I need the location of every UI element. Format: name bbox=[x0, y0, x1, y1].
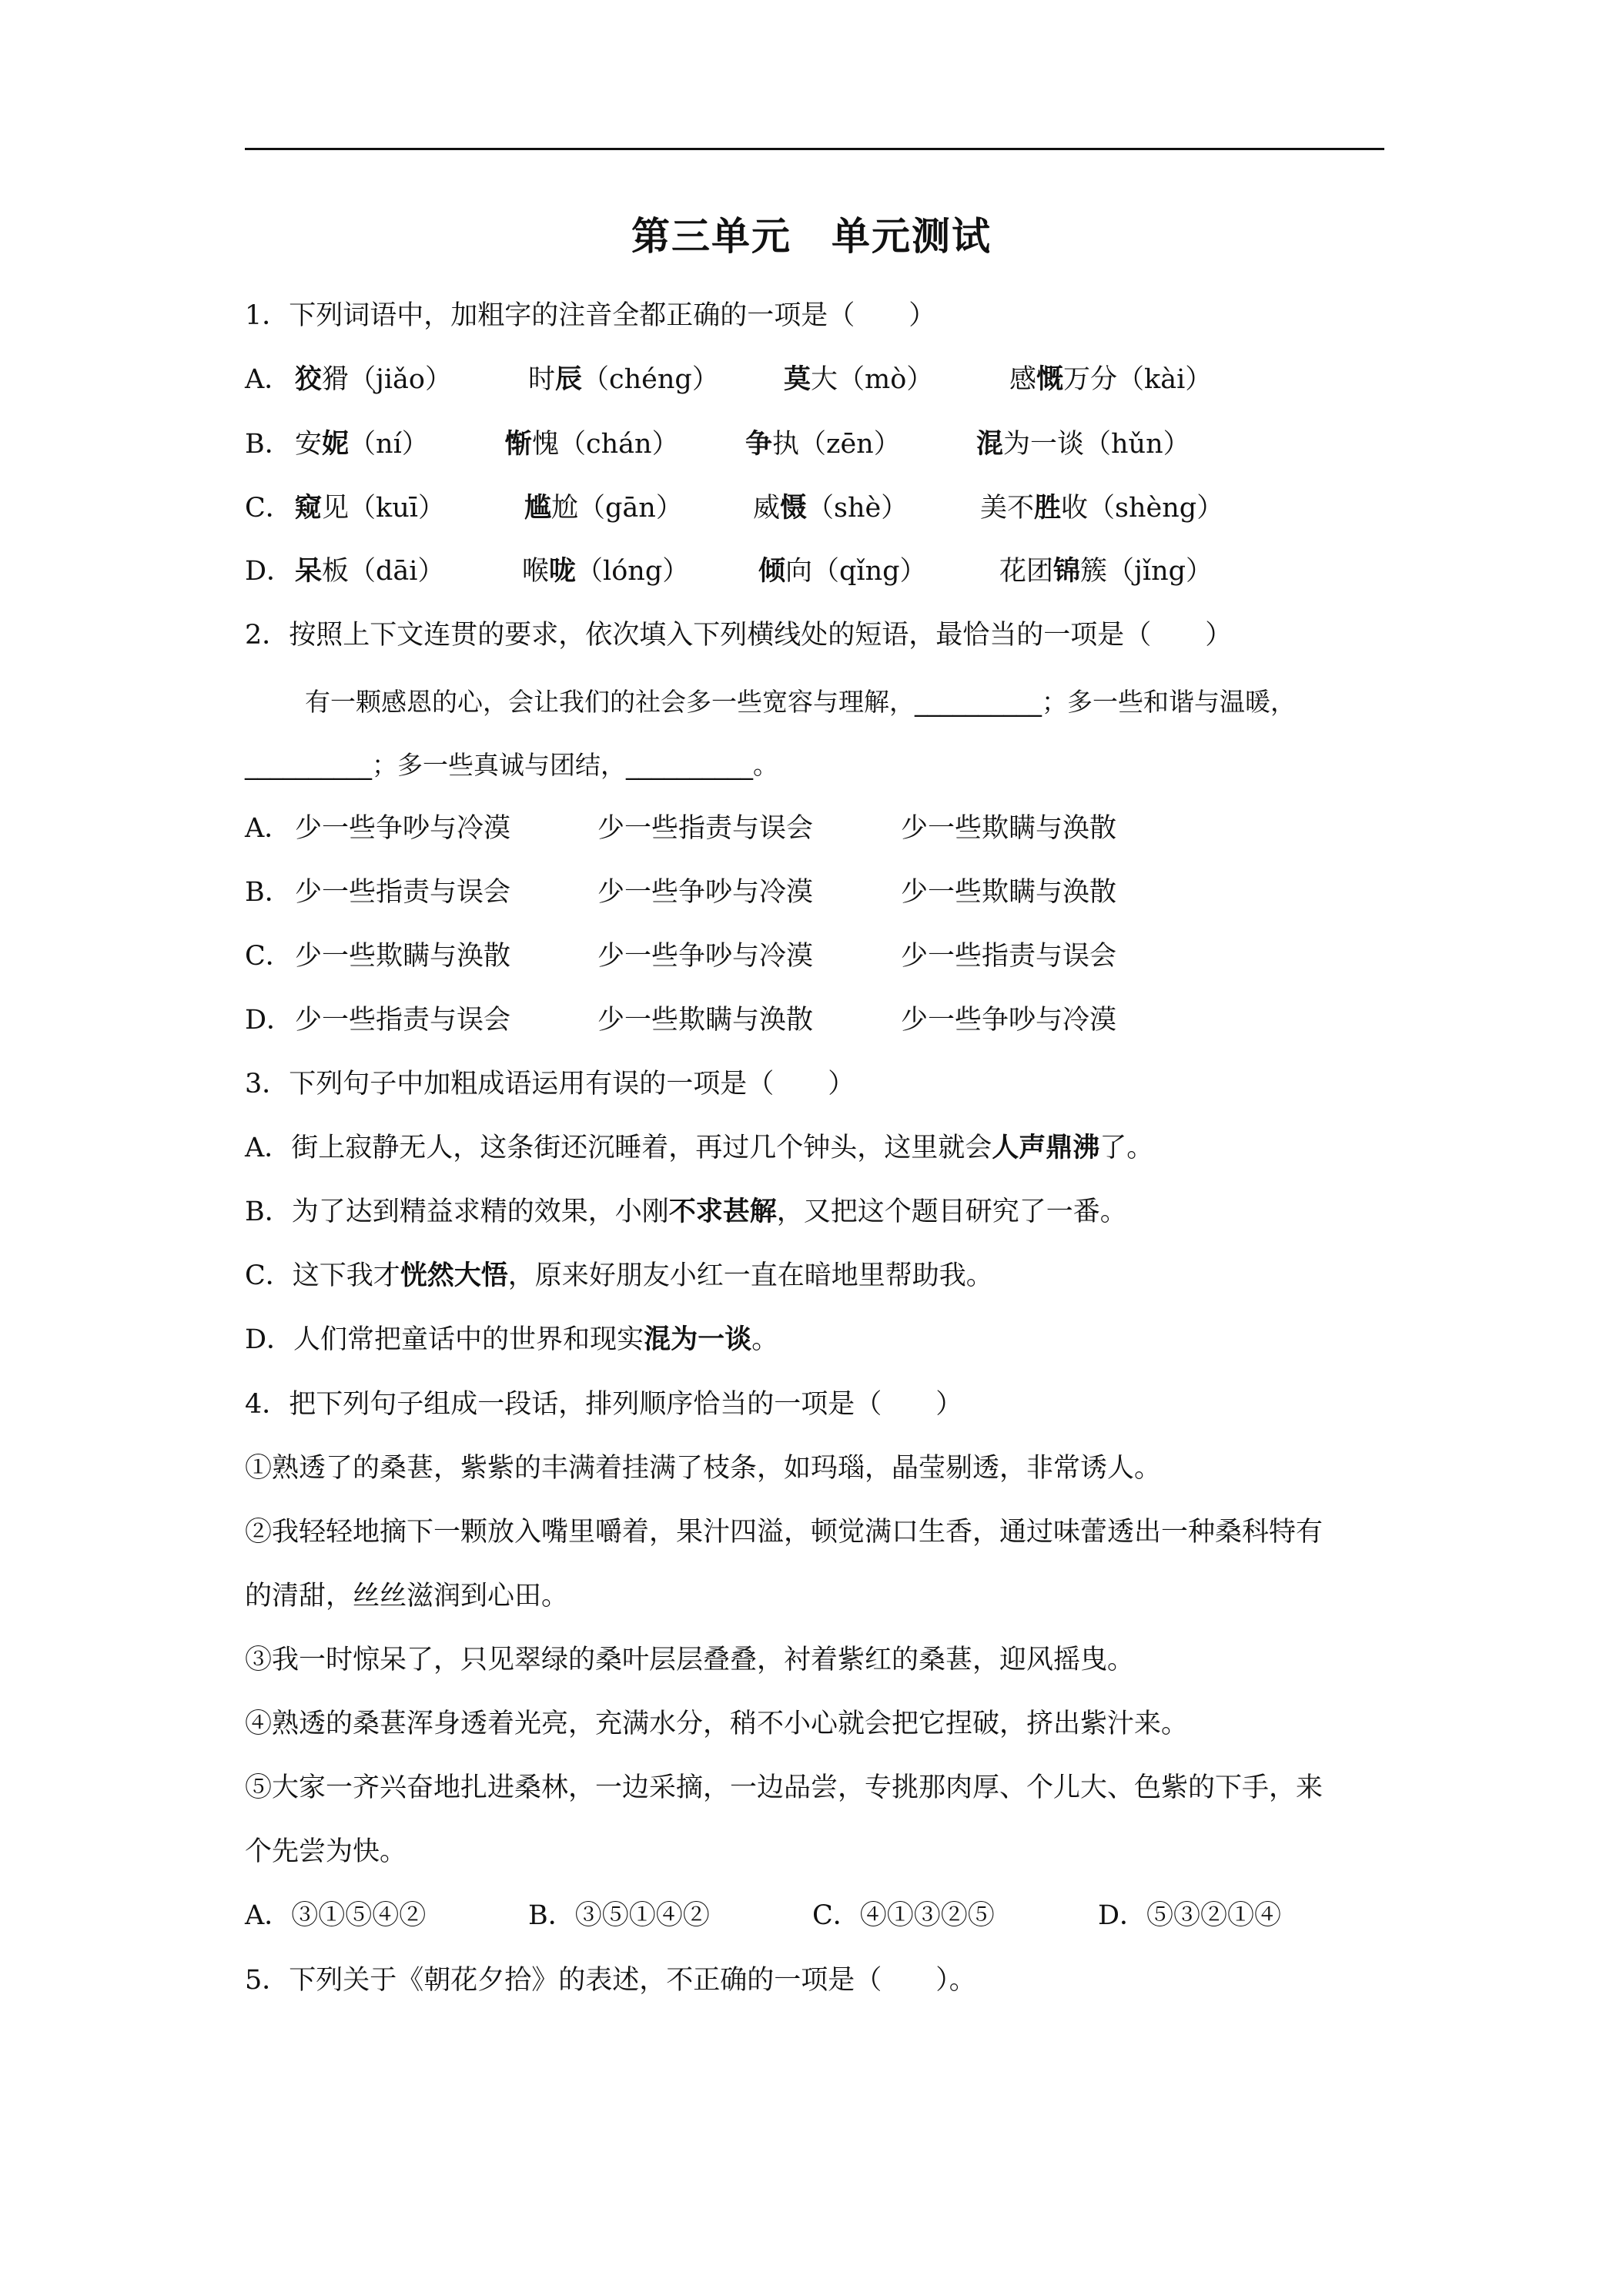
q3-option-a: A．街上寂静无人，这条街还沉睡着，再过几个钟头，这里就会人声鼎沸了。 bbox=[245, 1133, 1154, 1163]
option-letter: B． bbox=[245, 877, 292, 908]
q2-b-item3: 少一些欺瞒与涣散 bbox=[901, 877, 1117, 908]
page-title: 第三单元 单元测试 bbox=[631, 214, 992, 259]
q1-a-item2: 时辰（chéng） bbox=[528, 364, 719, 395]
q2-b-item2: 少一些争吵与冷漠 bbox=[597, 877, 814, 908]
q1-b-item1: 安妮（ní） bbox=[295, 429, 429, 460]
bold-idiom: 恍然大悟 bbox=[400, 1260, 508, 1291]
q1-c-item3: 威慑（shè） bbox=[753, 493, 909, 524]
bold-idiom: 人声鼎沸 bbox=[992, 1133, 1100, 1163]
q3-stem: 3．下列句子中加粗成语运用有误的一项是（ ） bbox=[245, 1069, 855, 1099]
option-letter: D． bbox=[245, 1005, 294, 1036]
q4-sentence-5: ⑤大家一齐兴奋地扎进桑林，一边采摘，一边品尝，专挑那肉厚、个儿大、色紫的下手，来 bbox=[245, 1772, 1323, 1803]
q4-sentence-2-cont: 的清甜，丝丝滋润到心田。 bbox=[245, 1581, 569, 1612]
q1-d-item4: 花团锦簇（jǐng） bbox=[999, 556, 1213, 587]
header-rule bbox=[245, 148, 1384, 150]
option-letter: D． bbox=[245, 556, 294, 587]
q4-sentence-1: ①熟透了的桑葚，紫紫的丰满着挂满了枝条，如玛瑙，晶莹剔透，非常诱人。 bbox=[245, 1453, 1162, 1484]
option-letter: C． bbox=[245, 493, 293, 524]
q4-sentence-4: ④熟透的桑葚浑身透着光亮，充满水分，稍不小心就会把它捏破，挤出紫汁来。 bbox=[245, 1709, 1189, 1739]
q4-answer-d: D．⑤③②①④ bbox=[1098, 1900, 1282, 1931]
q1-d-item1: 呆板（dāi） bbox=[295, 556, 445, 587]
q4-answer-a: A．③①⑤④② bbox=[245, 1900, 427, 1931]
option-letter: C． bbox=[245, 941, 293, 972]
q2-c-item2: 少一些争吵与冷漠 bbox=[597, 941, 814, 972]
bold-idiom: 混为一谈 bbox=[644, 1324, 752, 1355]
q2-passage-line1: 有一颗感恩的心，会让我们的社会多一些宽容与理解，__________；多一些和谐与温暖， bbox=[305, 687, 1296, 717]
q4-stem: 4．把下列句子组成一段话，排列顺序恰当的一项是（ ） bbox=[245, 1389, 963, 1420]
option-letter: A． bbox=[245, 364, 292, 395]
q2-c-item3: 少一些指责与误会 bbox=[901, 941, 1117, 972]
q1-c-item2: 尴尬（gān） bbox=[524, 493, 683, 524]
q3-option-c: C．这下我才恍然大悟，原来好朋友小红一直在暗地里帮助我。 bbox=[245, 1260, 993, 1291]
q2-b-item1: 少一些指责与误会 bbox=[295, 877, 511, 908]
q2-d-item2: 少一些欺瞒与涣散 bbox=[597, 1005, 814, 1036]
q1-b-item4: 混为一谈（hǔn） bbox=[976, 429, 1190, 460]
q1-c-item4: 美不胜收（shèng） bbox=[980, 493, 1224, 524]
option-letter: A． bbox=[245, 813, 292, 844]
q2-a-item2: 少一些指责与误会 bbox=[597, 813, 814, 844]
q2-a-item3: 少一些欺瞒与涣散 bbox=[901, 813, 1117, 844]
q4-answer-c: C．④①③②⑤ bbox=[812, 1900, 995, 1931]
q1-b-item3: 争执（zēn） bbox=[745, 429, 901, 460]
q1-b-item2: 惭愧（chán） bbox=[505, 429, 679, 460]
q4-sentence-5-cont: 个先尝为快。 bbox=[245, 1836, 407, 1867]
q3-option-d: D．人们常把童话中的世界和现实混为一谈。 bbox=[245, 1324, 779, 1355]
q1-d-item3: 倾向（qǐng） bbox=[758, 556, 927, 587]
q5-stem: 5．下列关于《朝花夕拾》的表述，不正确的一项是（ ）。 bbox=[245, 1965, 976, 1996]
q4-sentence-2: ②我轻轻地摘下一颗放入嘴里嚼着，果汁四溢，顿觉满口生香，通过味蕾透出一种桑科特有 bbox=[245, 1517, 1323, 1548]
q1-d-item2: 喉咙（lóng） bbox=[522, 556, 690, 587]
q2-a-item1: 少一些争吵与冷漠 bbox=[295, 813, 511, 844]
q1-a-item1: 狡猾（jiǎo） bbox=[295, 364, 453, 395]
q2-c-item1: 少一些欺瞒与涣散 bbox=[295, 941, 511, 972]
q2-d-item1: 少一些指责与误会 bbox=[295, 1005, 511, 1036]
q4-answer-b: B．③⑤①④② bbox=[528, 1900, 710, 1931]
bold-idiom: 不求甚解 bbox=[668, 1197, 777, 1227]
q1-a-item4: 感慨万分（kài） bbox=[1009, 364, 1213, 395]
q3-option-b: B．为了达到精益求精的效果，小刚不求甚解，又把这个题目研究了一番。 bbox=[245, 1197, 1127, 1227]
q2-stem: 2．按照上下文连贯的要求，依次填入下列横线处的短语，最恰当的一项是（ ） bbox=[245, 620, 1233, 651]
q2-passage-line2: __________；多一些真诚与团结，__________。 bbox=[245, 750, 778, 780]
q1-stem: 1．下列词语中，加粗字的注音全都正确的一项是（ ） bbox=[245, 300, 936, 331]
q4-sentence-3: ③我一时惊呆了，只见翠绿的桑叶层层叠叠，衬着紫红的桑葚，迎风摇曳。 bbox=[245, 1645, 1135, 1675]
option-letter: B． bbox=[245, 429, 292, 460]
q2-d-item3: 少一些争吵与冷漠 bbox=[901, 1005, 1117, 1036]
q1-a-item3: 莫大（mò） bbox=[784, 364, 934, 395]
q1-c-item1: 窥见（kuī） bbox=[295, 493, 445, 524]
